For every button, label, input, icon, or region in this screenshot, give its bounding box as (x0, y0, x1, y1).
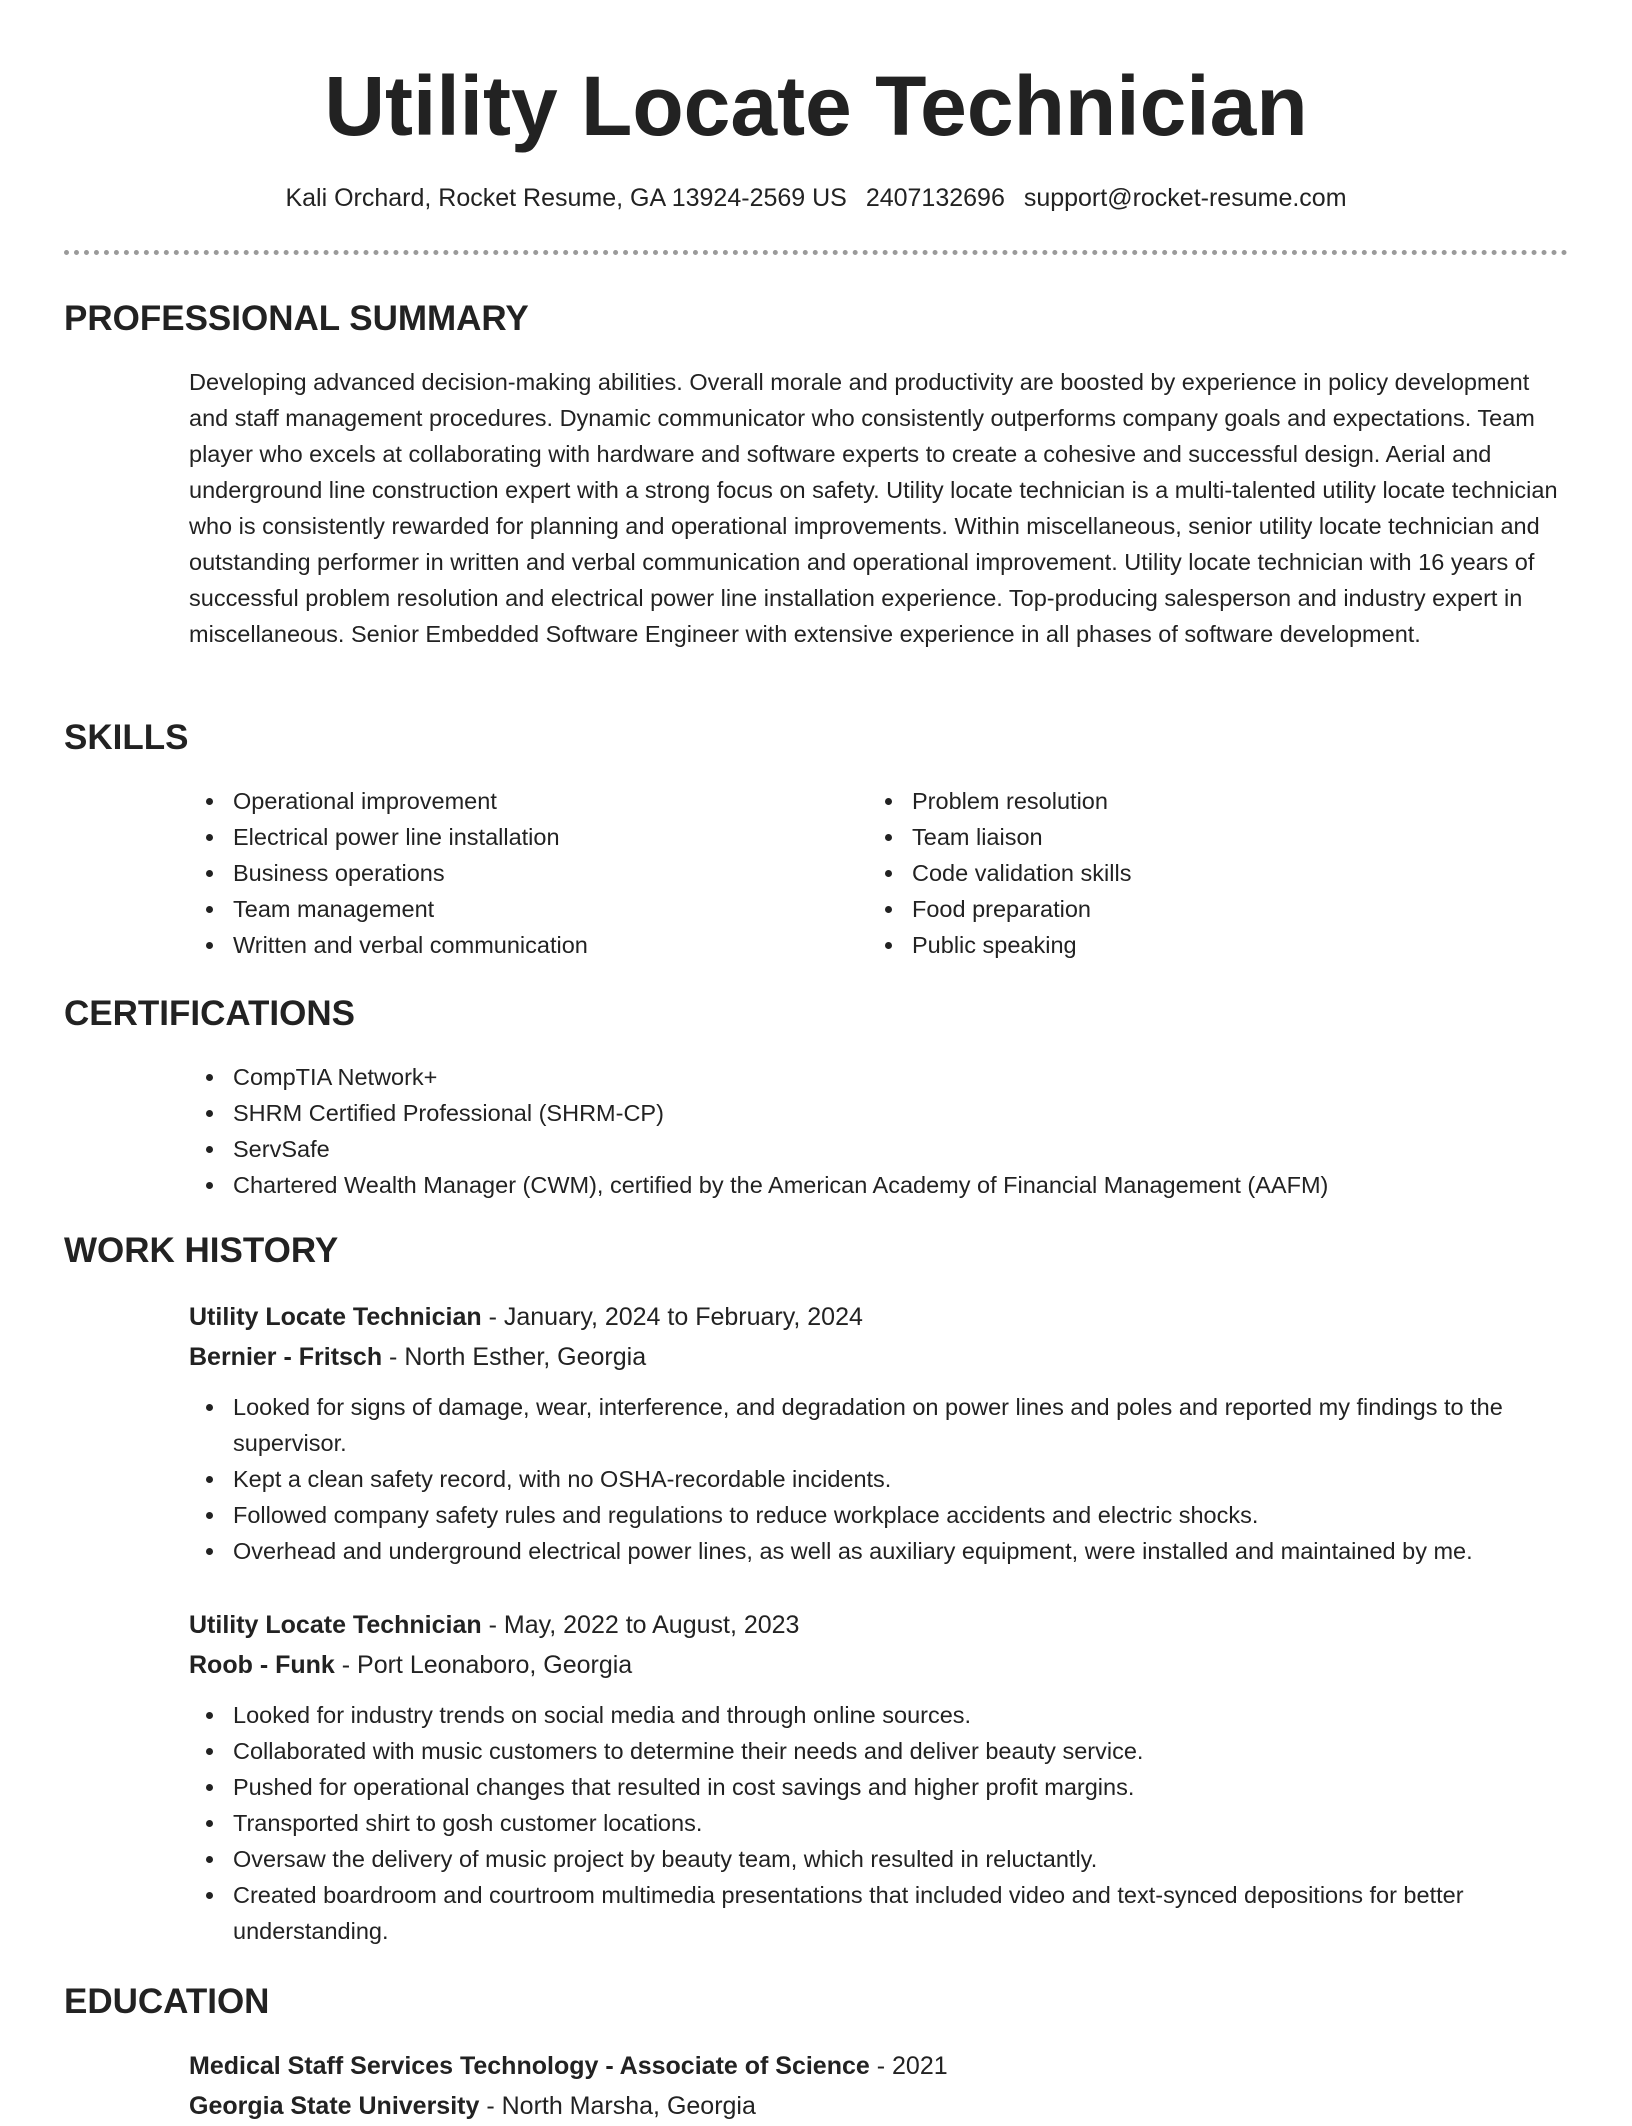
resume-title: Utility Locate Technician (324, 59, 1308, 153)
education-school-line (189, 2086, 1564, 2126)
job-bullet: Pushed for operational changes that resulted in cost savings and higher profit margins. (189, 1769, 1564, 1805)
job-bullets (189, 1389, 1564, 1569)
job-dates: - May, 2022 to August, 2023 (481, 1611, 800, 1639)
skill-item: Written and verbal communication (189, 927, 829, 963)
job-bullet: Kept a clean safety record, with no OSHA-recordable incidents. (189, 1461, 1564, 1497)
header-divider (64, 250, 1568, 255)
certifications-list (189, 1059, 1564, 1203)
contact-address: Kali Orchard, Rocket Resume, GA 13924-2569 US (285, 184, 847, 212)
education-degree: Medical Staff Services Technology - Associate of Science (189, 2052, 870, 2080)
education-location: - North Marsha, Georgia (479, 2092, 756, 2120)
job-bullet: Looked for signs of damage, wear, interference, and degradation on power lines and poles and reported my findings to the supervisor. (189, 1389, 1564, 1461)
job-company: Roob - Funk (189, 1651, 335, 1679)
skill-item: Team liaison (868, 819, 1508, 855)
skill-item: Operational improvement (189, 783, 829, 819)
skills-list-right (868, 783, 1508, 963)
summary-text: Developing advanced decision-making abilities. Overall morale and productivity are boosted by experience in policy development and staff management procedures. Dynamic communicator who consistently outperforms company goals and expectations. Team player who excels at collaborating with hardware and software experts to create a cohesive and successful design. Aerial and underground line construction expert with a strong focus on safety. Utility locate technician is a multi-talented utility locate technician who is consistently rewarded for planning and operational improvements. Within miscellaneous, senior utility locate technician and outstanding performer in written and verbal communication and operational improvement. Utility locate technician with 16 years of successful problem resolution and electrical power line installation experience. Top-producing salesperson and industry expert in miscellaneous. Senior Embedded Software Engineer with extensive experience in all phases of software development. (189, 369, 1558, 647)
summary-heading: PROFESSIONAL SUMMARY (64, 299, 529, 338)
skills-column-left (189, 783, 829, 963)
certifications-block (189, 1059, 1564, 1203)
certifications-heading: CERTIFICATIONS (64, 994, 356, 1033)
job-bullet: Created boardroom and courtroom multimedia presentations that included video and text-synced depositions for better understanding. (189, 1877, 1564, 1949)
job-bullets (189, 1697, 1564, 1949)
skill-item: Public speaking (868, 927, 1508, 963)
education-school: Georgia State University (189, 2092, 480, 2120)
job-dates: - January, 2024 to February, 2024 (481, 1303, 863, 1331)
job-bullet: Oversaw the delivery of music project by beauty team, which resulted in reluctantly. (189, 1841, 1564, 1877)
job-title-line (189, 1297, 1564, 1337)
job-bullet: Looked for industry trends on social media and through online sources. (189, 1697, 1564, 1733)
job-bullet: Collaborated with music customers to determine their needs and deliver beauty service. (189, 1733, 1564, 1769)
job-entry (189, 1605, 1564, 1949)
education-degree-line (189, 2046, 1564, 2086)
skill-item: Business operations (189, 855, 829, 891)
education-entry (189, 2046, 1564, 2126)
work-history-heading: WORK HISTORY (64, 1231, 339, 1270)
skill-item: Team management (189, 891, 829, 927)
job-bullet: Overhead and underground electrical power lines, as well as auxiliary equipment, were installed and maintained by me. (189, 1533, 1564, 1569)
job-role: Utility Locate Technician (189, 1611, 482, 1639)
job-company-line (189, 1645, 1564, 1685)
skill-item: Food preparation (868, 891, 1508, 927)
certification-item: CompTIA Network+ (189, 1059, 1564, 1095)
certification-item: ServSafe (189, 1131, 1564, 1167)
contact-phone: 2407132696 (865, 184, 1005, 212)
job-location: - North Esther, Georgia (382, 1343, 647, 1371)
certification-item: SHRM Certified Professional (SHRM-CP) (189, 1095, 1564, 1131)
job-company-line (189, 1337, 1564, 1377)
education-heading: EDUCATION (64, 1982, 270, 2021)
job-location: - Port Leonaboro, Georgia (334, 1651, 633, 1679)
contact-email[interactable]: support@rocket-resume.com (1023, 184, 1347, 212)
job-bullet: Transported shirt to gosh customer locations. (189, 1805, 1564, 1841)
job-bullet: Followed company safety rules and regulations to reduce workplace accidents and electric shocks. (189, 1497, 1564, 1533)
skill-item: Electrical power line installation (189, 819, 829, 855)
skill-item: Problem resolution (868, 783, 1508, 819)
job-company: Bernier - Fritsch (189, 1343, 383, 1371)
job-entry (189, 1297, 1564, 1569)
contact-line (0, 182, 1632, 214)
skills-list-left (189, 783, 829, 963)
skills-column-right (868, 783, 1508, 963)
skills-heading: SKILLS (64, 718, 189, 757)
education-year: - 2021 (869, 2052, 948, 2080)
skill-item: Code validation skills (868, 855, 1508, 891)
certification-item: Chartered Wealth Manager (CWM), certified by the American Academy of Financial Management (AAFM) (189, 1167, 1564, 1203)
job-title-line (189, 1605, 1564, 1645)
job-role: Utility Locate Technician (189, 1303, 482, 1331)
